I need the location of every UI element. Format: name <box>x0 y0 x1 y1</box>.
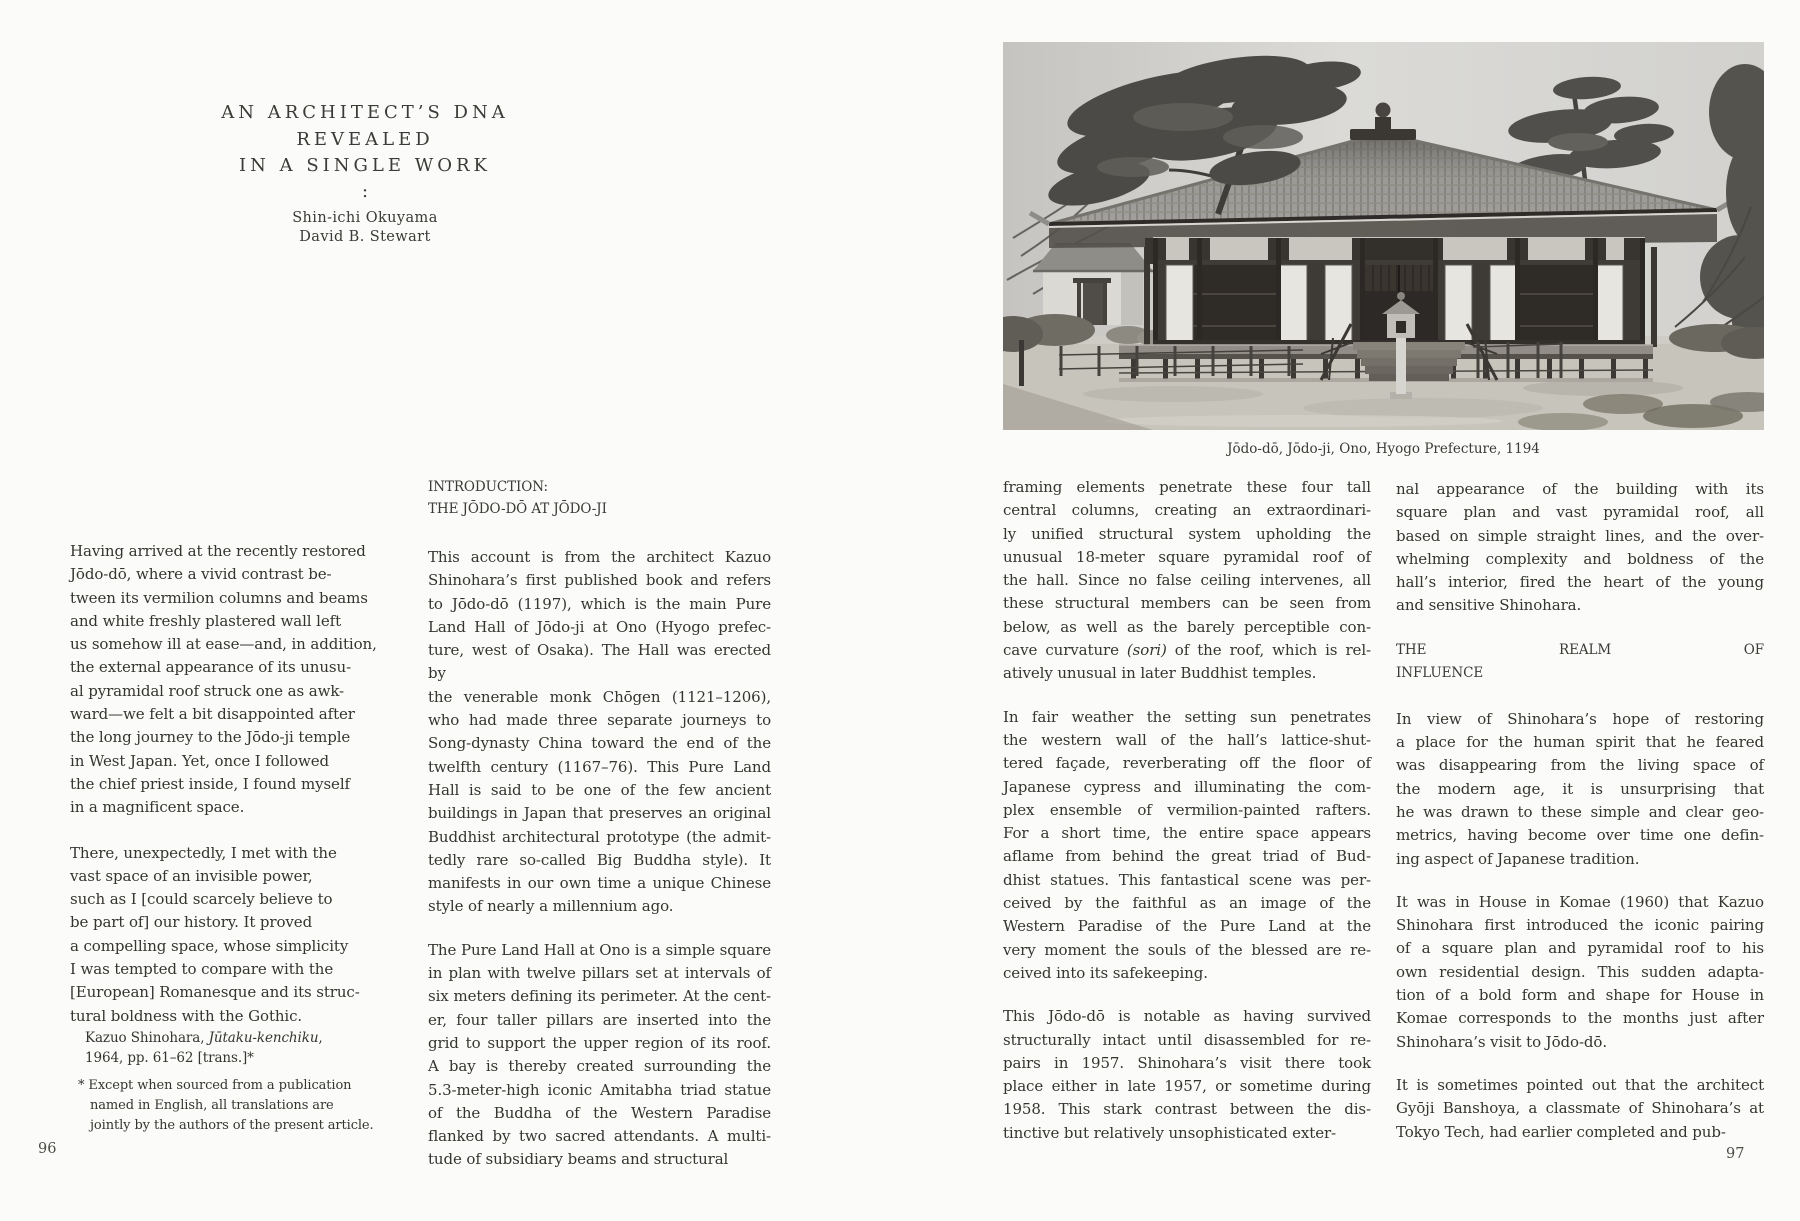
text-line: twelfth century (1167–76). This Pure Land <box>428 757 771 776</box>
paragraph <box>1396 891 1764 1054</box>
text-line: such as I [could scarcely believe to <box>70 890 333 909</box>
text-line: he was drawn to these simple and clear geo- <box>1396 802 1764 821</box>
text-line: nal appearance of the building with its <box>1396 480 1764 498</box>
page-number-right: 97 <box>1726 1146 1745 1162</box>
text-line: tween its vermilion columns and beams <box>70 588 368 607</box>
text-line: Japanese cypress and illuminating the com- <box>1003 777 1371 796</box>
text-line: It was in House in Komae (1960) that Kazuo <box>1396 892 1764 911</box>
text-line: ceived by the faithful as an image of the <box>1003 894 1371 913</box>
text-line: atively unusual in later Buddhist temples. <box>1003 664 1317 683</box>
text-line: In fair weather the setting sun penetrates <box>1003 707 1371 726</box>
body-text-after-heading <box>1396 708 1764 1144</box>
paragraph <box>1003 706 1371 986</box>
text-line: dhist statues. This fantastical scene was per- <box>1003 870 1371 889</box>
text-line: Buddhist architectural prototype (the admit- <box>428 827 771 846</box>
paragraph <box>428 939 771 1172</box>
text-line: the chief priest inside, I found myself <box>70 774 350 793</box>
introduction-text <box>428 546 771 1172</box>
text-line: In view of Shinohara’s hope of restoring <box>1396 709 1764 728</box>
text-line: and sensitive Shinohara. <box>1396 596 1582 615</box>
text-line: be part of] our history. It proved <box>70 913 313 932</box>
text-line: * Except when sourced from a publication <box>78 1077 352 1093</box>
quote-attribution <box>70 1028 370 1068</box>
text-line: ly unified structural system upholding the <box>1003 524 1371 543</box>
text-line: THE JŌDO-DŌ AT JŌDO-JI <box>428 501 607 517</box>
text-line: David B. Stewart <box>299 229 431 245</box>
text-line: Shin-ichi Okuyama <box>292 209 438 226</box>
text-line: unusual 18-meter square pyramidal roof of <box>1003 547 1371 566</box>
text-line: structurally intact until disassembled for re- <box>1003 1030 1371 1049</box>
temple-photograph <box>1003 42 1764 430</box>
translation-footnote <box>70 1076 374 1136</box>
text-line: the western wall of the hall’s lattice-shut- <box>1003 730 1371 749</box>
text-line: INTRODUCTION: <box>428 479 548 495</box>
text-line: flanked by two sacred attendants. A multi- <box>428 1127 771 1146</box>
text-line: Shinohara’s visit to Jōdo-dō. <box>1396 1032 1608 1051</box>
roof-finial <box>1376 103 1391 118</box>
text-line: cave curvature (sori) of the roof, which is rel- <box>1003 641 1371 660</box>
text-line: named in English, all translations are <box>90 1097 334 1113</box>
article-title-block <box>120 100 610 248</box>
text-line: manifests in our own time a unique Chinese <box>428 874 771 893</box>
text-line: the external appearance of its unusu- <box>70 658 352 677</box>
text-line: below, as well as the barely perceptible con- <box>1003 617 1371 636</box>
text-line: 5.3-meter-high iconic Amitabha triad statue <box>428 1080 771 1099</box>
page-number-left: 96 <box>38 1141 57 1157</box>
text-line: 1964, pp. 61–62 [trans.]* <box>85 1049 254 1066</box>
photo-caption: Jōdo-dō, Jōdo-ji, Ono, Hyogo Prefecture, 1194 <box>1227 441 1540 457</box>
text-line: Song-dynasty China toward the end of the <box>428 734 771 753</box>
text-line: tinctive but relatively unsophisticated exter- <box>1003 1123 1337 1142</box>
text-line: er, four taller pillars are inserted into the <box>428 1010 771 1029</box>
text-line: This account is from the architect Kazuo <box>428 548 771 566</box>
text-line: It is sometimes pointed out that the architect <box>1396 1075 1764 1094</box>
outbuilding <box>1033 244 1153 325</box>
text-line: IN A SINGLE WORK <box>239 155 491 176</box>
text-line: plex ensemble of vermilion-painted rafters. <box>1003 800 1371 819</box>
text-line: in West Japan. Yet, once I followed <box>70 751 329 770</box>
opening-quote-text <box>70 540 377 1028</box>
body-text-column-3 <box>1003 476 1371 1145</box>
text-line: [European] Romanesque and its struc- <box>70 983 360 1002</box>
text-line: six meters defining its perimeter. At the cent- <box>428 987 771 1006</box>
text-line: Tokyo Tech, had earlier completed and pub- <box>1396 1122 1726 1141</box>
text-line: There, unexpectedly, I met with the <box>70 843 337 862</box>
text-line: the long journey to the Jōdo-ji temple <box>70 728 351 747</box>
text-line: al pyramidal roof struck one as awk- <box>70 681 345 700</box>
text-line: The Pure Land Hall at Ono is a simple square <box>428 940 771 959</box>
text-line: us somehow ill at ease—and, in addition, <box>70 635 377 654</box>
text-line: the venerable monk Chōgen (1121–1206), <box>428 687 771 706</box>
text-line: For a short time, the entire space appears <box>1003 824 1371 843</box>
text-line: Shinohara’s first published book and refers <box>428 571 771 590</box>
text-line: aflame from behind the great triad of Bud- <box>1003 847 1371 866</box>
left-page-column-1 <box>70 540 377 1136</box>
text-line: I was tempted to compare with the <box>70 960 334 979</box>
text-line: place either in late 1957, or sometime during <box>1003 1077 1371 1096</box>
text-line: metrics, having become over time one defin- <box>1396 826 1764 845</box>
text-line: grid to support the upper region of its roof. <box>428 1033 771 1052</box>
title-separator: : <box>361 180 369 202</box>
text-line: in a magnificent space. <box>70 798 245 817</box>
text-line: Shinohara first introduced the iconic pairing <box>1396 916 1764 935</box>
text-line: of a square plan and pyramidal roof to his <box>1396 939 1764 958</box>
text-line: pairs in 1957. Shinohara’s visit there took <box>1003 1053 1371 1072</box>
text-line: and white freshly plastered wall left <box>70 611 342 630</box>
text-line: a compelling space, whose simplicity <box>70 936 349 955</box>
text-line: jointly by the authors of the present article. <box>90 1117 374 1133</box>
article-authors <box>120 209 610 248</box>
text-line: the hall. Since no false ceiling intervenes, all <box>1003 571 1371 590</box>
text-line: Hall is said to be one of the few ancient <box>428 780 771 799</box>
text-line: tural boldness with the Gothic. <box>70 1006 303 1025</box>
text-line: AN ARCHITECT’S DNA <box>221 102 509 123</box>
paragraph <box>1003 1005 1371 1145</box>
text-line: A bay is thereby created surrounding the <box>428 1057 771 1076</box>
text-line: whelming complexity and boldness of the <box>1396 549 1764 568</box>
text-line: framing elements penetrate these four tall <box>1003 478 1371 496</box>
paragraph <box>1003 476 1371 686</box>
article-title <box>120 100 610 180</box>
paragraph <box>428 546 771 919</box>
right-page-column-1 <box>1003 476 1371 1145</box>
temple-photo-illustration <box>1003 42 1764 430</box>
text-line: Jōdo-dō, where a vivid contrast be- <box>70 565 332 584</box>
text-line: square plan and vast pyramidal roof, all <box>1396 503 1764 522</box>
text-line: style of nearly a millennium ago. <box>428 897 674 916</box>
text-line: vast space of an invisible power, <box>70 866 313 885</box>
text-line: a place for the human spirit that he feared <box>1396 733 1764 752</box>
body-text-before-heading <box>1396 478 1764 618</box>
paragraph <box>70 842 370 1028</box>
text-line: THE REALM OF <box>1396 641 1764 658</box>
text-line: who had made three separate journeys to <box>428 711 771 730</box>
text-line: buildings in Japan that preserves an original <box>428 804 771 823</box>
section-heading-introduction <box>428 476 771 520</box>
text-line: the modern age, it is unsurprising that <box>1396 779 1764 798</box>
text-line: in plan with twelve pillars set at intervals of <box>428 964 771 983</box>
text-line: central columns, creating an extraordinari- <box>1003 501 1371 520</box>
text-line: own residential design. This sudden adapta- <box>1396 962 1764 981</box>
text-line: of the Buddha of the Western Paradise <box>428 1103 771 1122</box>
text-line: was disappearing from the living space of <box>1396 756 1764 775</box>
text-line: INFLUENCE <box>1396 664 1484 681</box>
text-line: 1958. This stark contrast between the dis- <box>1003 1100 1371 1119</box>
text-line: these structural members can be seen from <box>1003 594 1371 613</box>
text-line: REVEALED <box>296 128 434 150</box>
text-line: ward—we felt a bit disappointed after <box>70 705 355 724</box>
paragraph <box>70 540 377 820</box>
right-page-column-2 <box>1396 478 1764 1144</box>
text-line: ing aspect of Japanese tradition. <box>1396 849 1640 868</box>
text-line: based on simple straight lines, and the over- <box>1396 526 1764 545</box>
text-line: tude of subsidiary beams and structural <box>428 1150 729 1169</box>
text-line: to Jōdo-dō (1197), which is the main Pure <box>428 594 771 613</box>
text-line: Having arrived at the recently restored <box>70 542 366 560</box>
text-line: Western Paradise of the Pure Land at the <box>1003 917 1371 936</box>
text-line: This Jōdo-dō is notable as having survived <box>1003 1007 1371 1026</box>
paragraph <box>1396 1074 1764 1144</box>
text-line: tered façade, reverberating off the floor of <box>1003 754 1371 773</box>
text-line: ture, west of Osaka). The Hall was erected by <box>428 641 771 683</box>
text-line: Land Hall of Jōdo-ji at Ono (Hyogo prefec- <box>428 617 771 636</box>
text-line: Komae corresponds to the months just after <box>1396 1009 1764 1028</box>
text-line: Gyōji Banshoya, a classmate of Shinohara’s at <box>1396 1099 1764 1118</box>
text-line: tion of a bold form and shape for House in <box>1396 986 1764 1005</box>
text-line: hall’s interior, fired the heart of the young <box>1396 573 1764 592</box>
text-line: tedly rare so-called Big Buddha style). It <box>428 850 771 869</box>
text-line: very moment the souls of the blessed are re- <box>1003 940 1371 959</box>
section-heading-realm-of-influence <box>1396 639 1764 685</box>
text-line: ceived into its safekeeping. <box>1003 963 1208 982</box>
paragraph <box>1396 708 1764 871</box>
text-line: Kazuo Shinohara, Jūtaku-kenchiku, <box>85 1029 323 1046</box>
left-page-column-2 <box>428 476 771 1172</box>
